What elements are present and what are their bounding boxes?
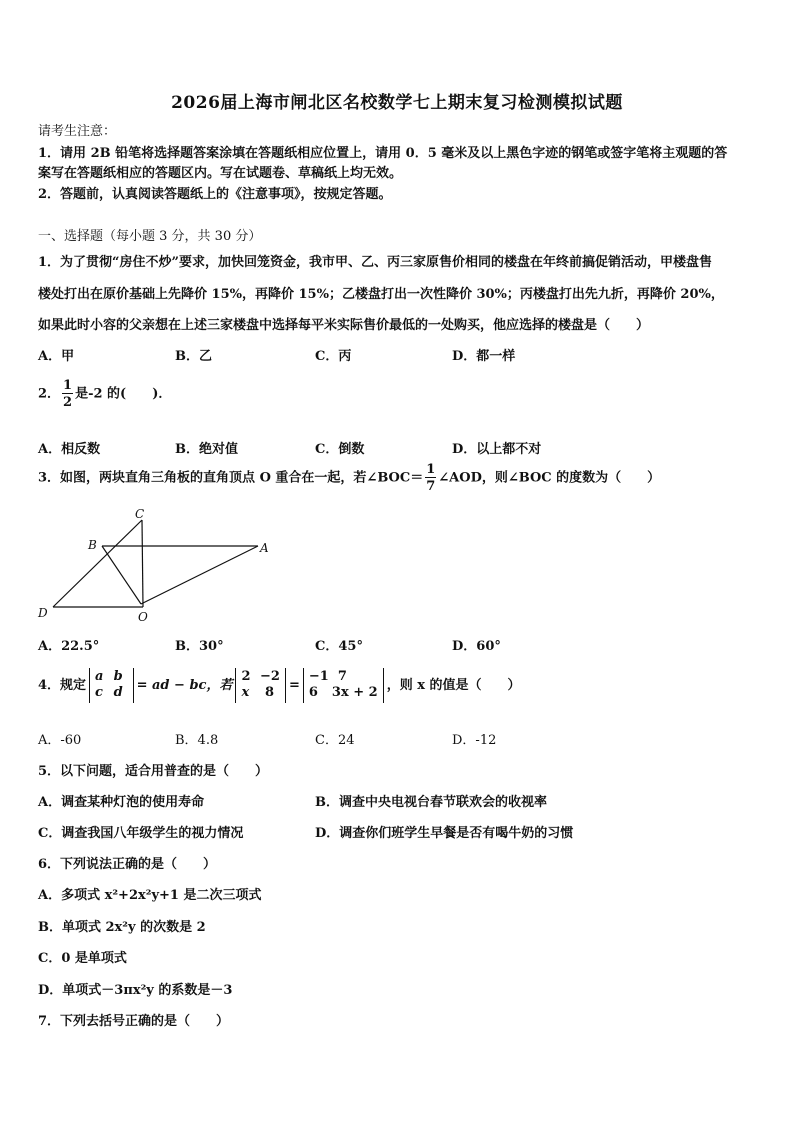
- q2-option-b: B．绝对值: [175, 442, 238, 457]
- q2-stem: [38, 379, 171, 409]
- q5-option-b: B．调查中央电视台春节联欢会的收视率: [315, 795, 547, 810]
- det1-d: d: [113, 685, 123, 701]
- det2-r1c2: −2: [260, 669, 280, 684]
- det1-a: a: [95, 669, 104, 684]
- q4-suffix: ，则 x 的值是（ ）: [386, 677, 521, 693]
- q4-equals: =: [288, 677, 300, 693]
- q3-triangle-figure: [34, 500, 294, 625]
- q2-suffix: 是-2 的( )．: [75, 386, 172, 402]
- q2-prefix: 2．: [38, 386, 61, 402]
- notice-item-2: 2．答题前，认真阅读答题纸上的《注意事项》，按规定答题。: [38, 187, 392, 202]
- q7-stem: 7．下列去括号正确的是（ ）: [38, 1014, 230, 1029]
- q1-stem-line1: 1．为了贯彻“房住不炒”要求，加快回笼资金，我市甲、乙、丙三家原售价相同的楼盘在年终前搞促销活动，甲楼盘售: [38, 255, 713, 270]
- q5-stem: 5．以下问题，适合用普查的是（ ）: [38, 764, 269, 779]
- label-c: C: [135, 507, 145, 521]
- q3-fraction-numerator: 1: [426, 462, 436, 477]
- q3-option-a: A．22.5°: [38, 639, 100, 654]
- det2-r2c1: x: [241, 685, 250, 701]
- notice-item-1a: 1．请用 2B 铅笔将选择题答案涂填在答题纸相应位置上，请用 0．5 毫米及以上黑色字迹的钢笔或签字笔将主观题的答: [38, 146, 728, 161]
- q5-option-d: D．调查你们班学生早餐是否有喝牛奶的习惯: [315, 826, 574, 841]
- det2-r1c1: 2: [241, 669, 251, 684]
- det1-c: c: [95, 685, 103, 701]
- q4-stem: [38, 668, 521, 703]
- det3-r1c1: −1: [308, 669, 329, 684]
- q2-option-d: D．以上都不对: [452, 442, 542, 457]
- q4-determinant-right: [303, 668, 384, 703]
- q1-option-a: A．甲: [38, 349, 75, 364]
- q2-fraction: [62, 379, 73, 409]
- det2-r2c2: 8: [264, 685, 274, 701]
- q1-option-c: C．丙: [315, 349, 352, 364]
- notice-heading: 请考生注意：: [38, 124, 117, 139]
- q4-option-b: B．4.8: [175, 733, 219, 748]
- notice-item-1b: 案写在答题纸相应的答题区内。写在试题卷、草稿纸上均无效。: [38, 166, 403, 181]
- q2-option-c: C．倒数: [315, 442, 365, 457]
- det3-r1c2: 7: [337, 669, 347, 684]
- q4-determinant-abcd: [89, 668, 134, 703]
- page-title: 2026届上海市闸北区名校数学七上期末复习检测模拟试题: [171, 93, 623, 113]
- q6-option-d: D．单项式－3πx²y 的系数是－3: [38, 983, 233, 998]
- q3-fraction: [425, 463, 436, 493]
- label-b: B: [88, 538, 97, 552]
- label-d: D: [38, 606, 48, 620]
- line-co: [142, 520, 143, 607]
- q4-option-a: A．-60: [38, 733, 82, 748]
- q5-option-a: A．调查某种灯泡的使用寿命: [38, 795, 205, 810]
- q4-option-c: C．24: [315, 733, 355, 748]
- line-dc: [53, 520, 142, 607]
- q3-stem: [38, 463, 660, 493]
- q1-option-d: D．都一样: [452, 349, 516, 364]
- q3-suffix: ∠AOD，则∠BOC 的度数为（ ）: [438, 470, 661, 486]
- q4-determinant-left: [235, 668, 285, 703]
- q4-definition: = ad − bc，若: [136, 677, 233, 693]
- q6-option-a: A．多项式 x²+2x²y+1 是二次三项式: [38, 888, 262, 903]
- q1-stem-line2: 楼处打出在原价基础上先降价 15%，再降价 15%；乙楼盘打出一次性降价 30%；丙楼盘打出先九折，再降价 20%，: [38, 287, 724, 302]
- q6-stem: 6．下列说法正确的是（ ）: [38, 857, 217, 872]
- det3-r2c1: 6: [308, 685, 318, 701]
- line-bo: [102, 546, 141, 604]
- q3-option-c: C．45°: [315, 639, 363, 654]
- det3-r2c2: 3x + 2: [331, 685, 378, 701]
- q1-option-b: B．乙: [175, 349, 212, 364]
- det1-b: b: [113, 669, 123, 684]
- label-o: O: [138, 610, 148, 624]
- q4-prefix: 4．规定: [38, 677, 87, 693]
- q2-fraction-denominator: 2: [63, 395, 73, 410]
- q2-fraction-numerator: 1: [63, 378, 73, 393]
- q1-stem-line3: 如果此时小容的父亲想在上述三家楼盘中选择每平米实际售价最低的一处购买，他应选择的楼盘是（ ）: [38, 318, 650, 333]
- q2-option-a: A．相反数: [38, 442, 101, 457]
- q3-fraction-denominator: 7: [426, 479, 436, 494]
- q6-option-c: C．0 是单项式: [38, 951, 127, 966]
- q3-option-b: B．30°: [175, 639, 224, 654]
- q5-option-c: C．调查我国八年级学生的视力情况: [38, 826, 244, 841]
- q4-option-d: D．-12: [452, 733, 497, 748]
- q6-option-b: B．单项式 2x²y 的次数是 2: [38, 920, 206, 935]
- line-oa: [141, 546, 258, 604]
- section-heading: 一、选择题（每小题 3 分，共 30 分）: [38, 229, 262, 244]
- label-a: A: [260, 541, 269, 555]
- q3-prefix: 3．如图，两块直角三角板的直角顶点 O 重合在一起，若∠BOC＝: [38, 470, 424, 486]
- q3-option-d: D．60°: [452, 639, 501, 654]
